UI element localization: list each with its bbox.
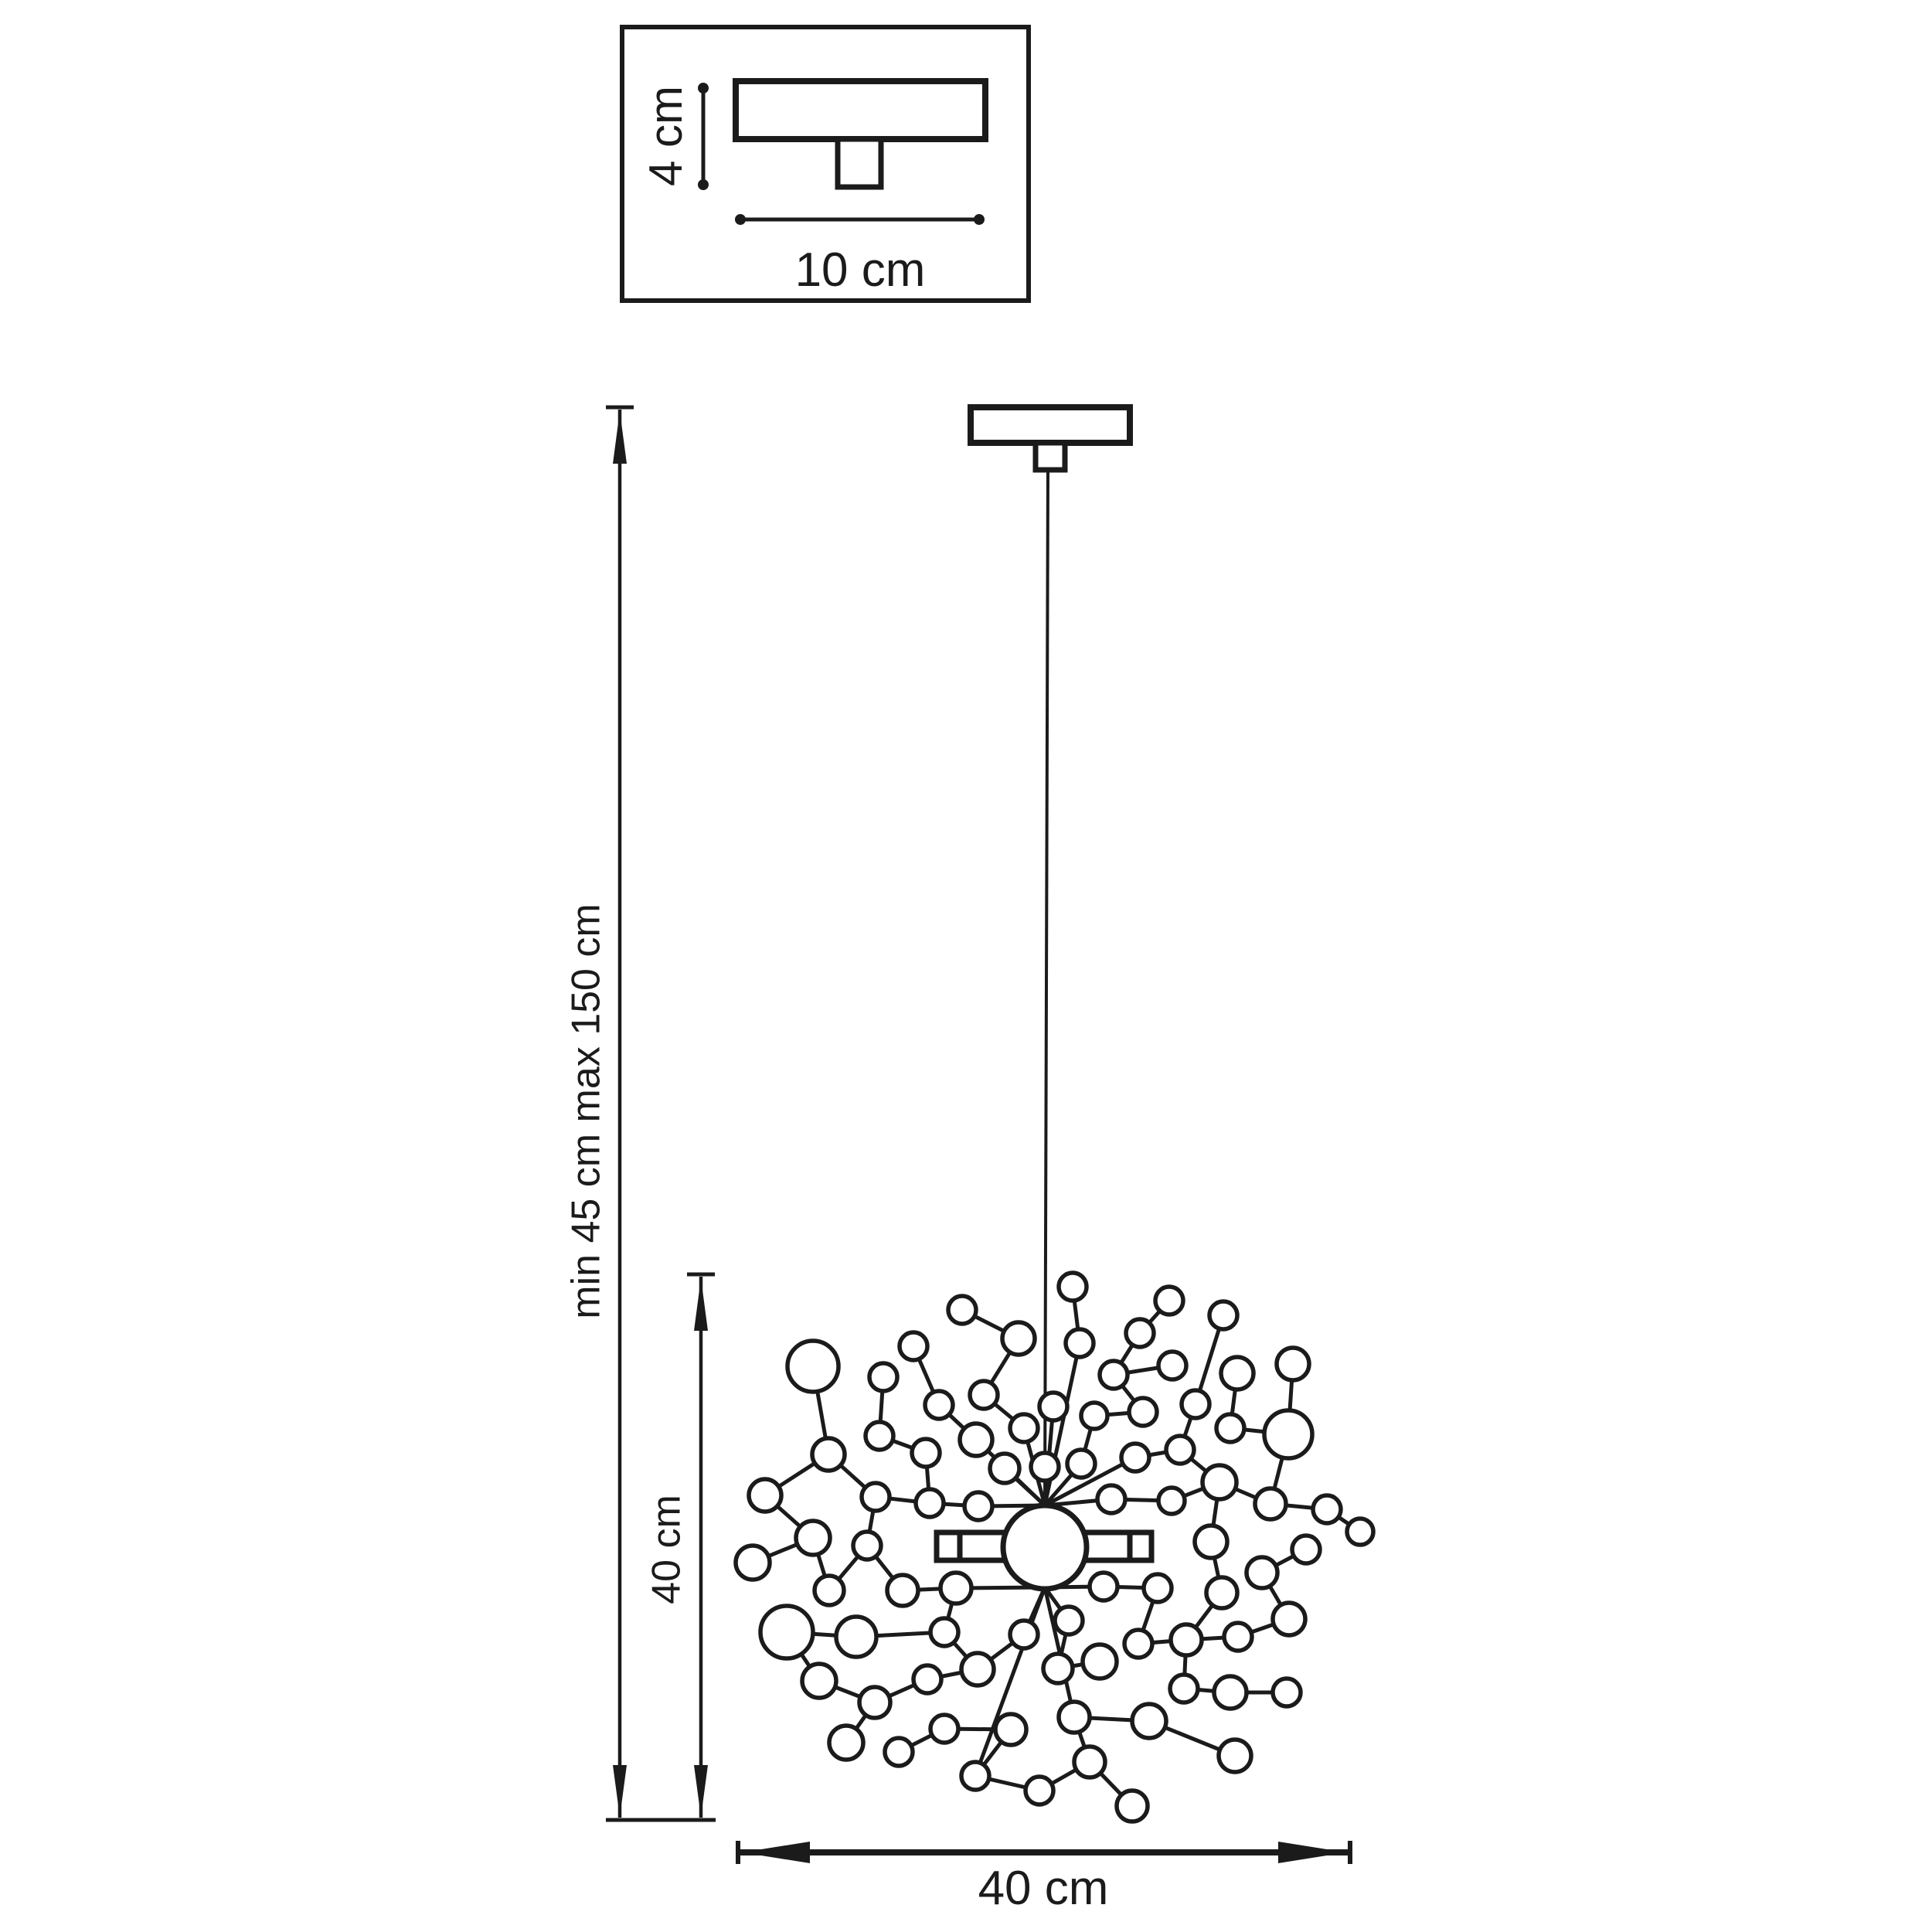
- spec-box: [622, 27, 1029, 301]
- bulb-sphere: [829, 1726, 863, 1760]
- bulb-sphere: [1166, 1436, 1194, 1464]
- bulb-sphere: [815, 1576, 844, 1605]
- arrow-down-icon: [694, 1765, 708, 1817]
- bulb-sphere: [1039, 1393, 1067, 1420]
- bulb-sphere: [960, 1423, 992, 1456]
- bulb-sphere: [913, 1665, 941, 1693]
- dimension-dot: [698, 179, 709, 190]
- bulb-sphere: [940, 1573, 971, 1604]
- bulb-sphere: [912, 1439, 940, 1467]
- suspension-cord: [1045, 470, 1048, 1504]
- bulb-sphere: [1206, 1577, 1237, 1608]
- label-canopy-width: 10 cm: [794, 243, 926, 297]
- bulb-sphere: [1067, 1450, 1095, 1478]
- bulb-sphere: [749, 1479, 781, 1512]
- bulb-sphere: [887, 1575, 918, 1606]
- bulb-sphere: [1209, 1301, 1237, 1329]
- bulb-sphere: [1264, 1410, 1312, 1458]
- dimension-canopy-height: [640, 83, 709, 190]
- bulb-sphere: [1273, 1603, 1305, 1635]
- bulb-sphere: [866, 1422, 893, 1450]
- bulb-sphere: [1055, 1607, 1083, 1634]
- bulb-sphere: [925, 1391, 953, 1419]
- bulb-sphere: [961, 1762, 989, 1790]
- bulb-sphere: [796, 1521, 830, 1555]
- arrow-up-icon: [613, 411, 627, 464]
- canopy-stem: [1036, 443, 1065, 470]
- bulb-sphere: [1171, 1624, 1202, 1655]
- label-fixture-width: 40 cm: [978, 1862, 1109, 1915]
- dimension-fixture-height: [606, 1274, 716, 1820]
- bulb-sphere: [1066, 1329, 1094, 1357]
- bulb-sphere: [1059, 1702, 1090, 1733]
- arrow-left-icon: [742, 1842, 810, 1863]
- dimension-dot: [735, 214, 746, 225]
- bulb-sphere: [853, 1532, 881, 1560]
- label-suspension-range: min 45 cm max 150 cm: [563, 903, 609, 1319]
- bulb-sphere: [1195, 1526, 1227, 1558]
- bulb-sphere: [1097, 1485, 1125, 1513]
- bulb-sphere: [787, 1341, 838, 1392]
- bulb-sphere: [1010, 1414, 1038, 1442]
- bulb-sphere: [1121, 1444, 1149, 1471]
- dimension-suspension-range: [564, 407, 634, 1818]
- bulb-sphere: [948, 1296, 976, 1324]
- bulb-sphere: [1182, 1390, 1209, 1418]
- bulb-sphere: [970, 1381, 998, 1409]
- bulb-sphere: [1043, 1654, 1073, 1683]
- bulb-sphere: [1117, 1791, 1148, 1821]
- bulb-sphere: [1277, 1348, 1309, 1380]
- bulb-sphere: [1126, 1319, 1154, 1347]
- bulb-sphere: [1158, 1488, 1185, 1514]
- bulb-sphere: [836, 1617, 876, 1657]
- fixture-burst: [736, 1273, 1373, 1821]
- bulb-sphere: [1216, 1414, 1244, 1442]
- bulb-sphere: [1026, 1777, 1053, 1804]
- dimension-dot: [974, 214, 985, 225]
- bulb-sphere: [1155, 1287, 1183, 1315]
- bulb-sphere: [1100, 1361, 1128, 1389]
- bulb-sphere: [869, 1363, 897, 1391]
- dimension-canopy-width: [735, 214, 985, 297]
- label-canopy-height: 4 cm: [639, 85, 692, 187]
- bulb-sphere: [1273, 1679, 1301, 1706]
- bulb-sphere: [1059, 1273, 1087, 1301]
- bulb-sphere: [964, 1492, 992, 1520]
- bulb-sphere: [812, 1438, 845, 1471]
- bulb-sphere: [1224, 1623, 1252, 1651]
- bulb-sphere: [990, 1454, 1019, 1483]
- arrow-right-icon: [1278, 1842, 1346, 1863]
- bulb-sphere: [916, 1489, 944, 1517]
- bulb-sphere: [1129, 1398, 1157, 1426]
- bulb-sphere: [1031, 1453, 1059, 1481]
- bulb-sphere: [995, 1714, 1026, 1745]
- pendant-suspension: [971, 407, 1130, 1504]
- arrow-up-icon: [694, 1278, 708, 1331]
- bulb-sphere: [1010, 1621, 1038, 1648]
- bulb-sphere: [885, 1738, 913, 1766]
- dimension-fixture-width: [738, 1841, 1350, 1915]
- central-hub: [1003, 1505, 1087, 1589]
- bulb-sphere: [1292, 1536, 1320, 1563]
- bulb-sphere: [862, 1483, 889, 1511]
- bulb-sphere: [1347, 1519, 1373, 1545]
- bulb-sphere: [1132, 1704, 1166, 1738]
- label-fixture-height: 40 cm: [644, 1495, 689, 1604]
- bulb-sphere: [1202, 1465, 1236, 1499]
- bulb-sphere: [961, 1653, 994, 1685]
- bulb-sphere: [736, 1546, 770, 1580]
- bulb-sphere: [1002, 1322, 1035, 1355]
- bulb-sphere: [1124, 1630, 1152, 1658]
- bulb-sphere: [802, 1664, 836, 1698]
- arrow-down-icon: [613, 1765, 627, 1817]
- bulb-sphere: [1074, 1747, 1105, 1777]
- bulb-sphere: [1255, 1488, 1286, 1519]
- bulb-sphere: [900, 1332, 927, 1360]
- dimension-dot: [698, 83, 709, 94]
- bulb-sphere: [1221, 1357, 1253, 1389]
- bulb-sphere: [930, 1618, 958, 1646]
- bulb-sphere: [1219, 1740, 1251, 1772]
- bulb-sphere: [1144, 1574, 1172, 1602]
- bulb-sphere: [1170, 1675, 1198, 1702]
- bulb-sphere: [760, 1606, 813, 1658]
- bulb-sphere: [1090, 1573, 1117, 1600]
- canopy-top-view: [736, 81, 985, 139]
- canopy-stem-top-view: [838, 139, 881, 187]
- bulb-sphere: [1083, 1645, 1117, 1679]
- bulb-sphere: [1158, 1352, 1186, 1379]
- bulb-sphere: [1313, 1495, 1341, 1523]
- bulb-sphere: [859, 1687, 890, 1718]
- bulb-sphere: [930, 1715, 958, 1743]
- ceiling-canopy: [971, 407, 1130, 443]
- bulb-sphere: [1247, 1557, 1277, 1588]
- bulb-sphere: [1214, 1676, 1247, 1709]
- bulb-sphere: [1081, 1403, 1107, 1429]
